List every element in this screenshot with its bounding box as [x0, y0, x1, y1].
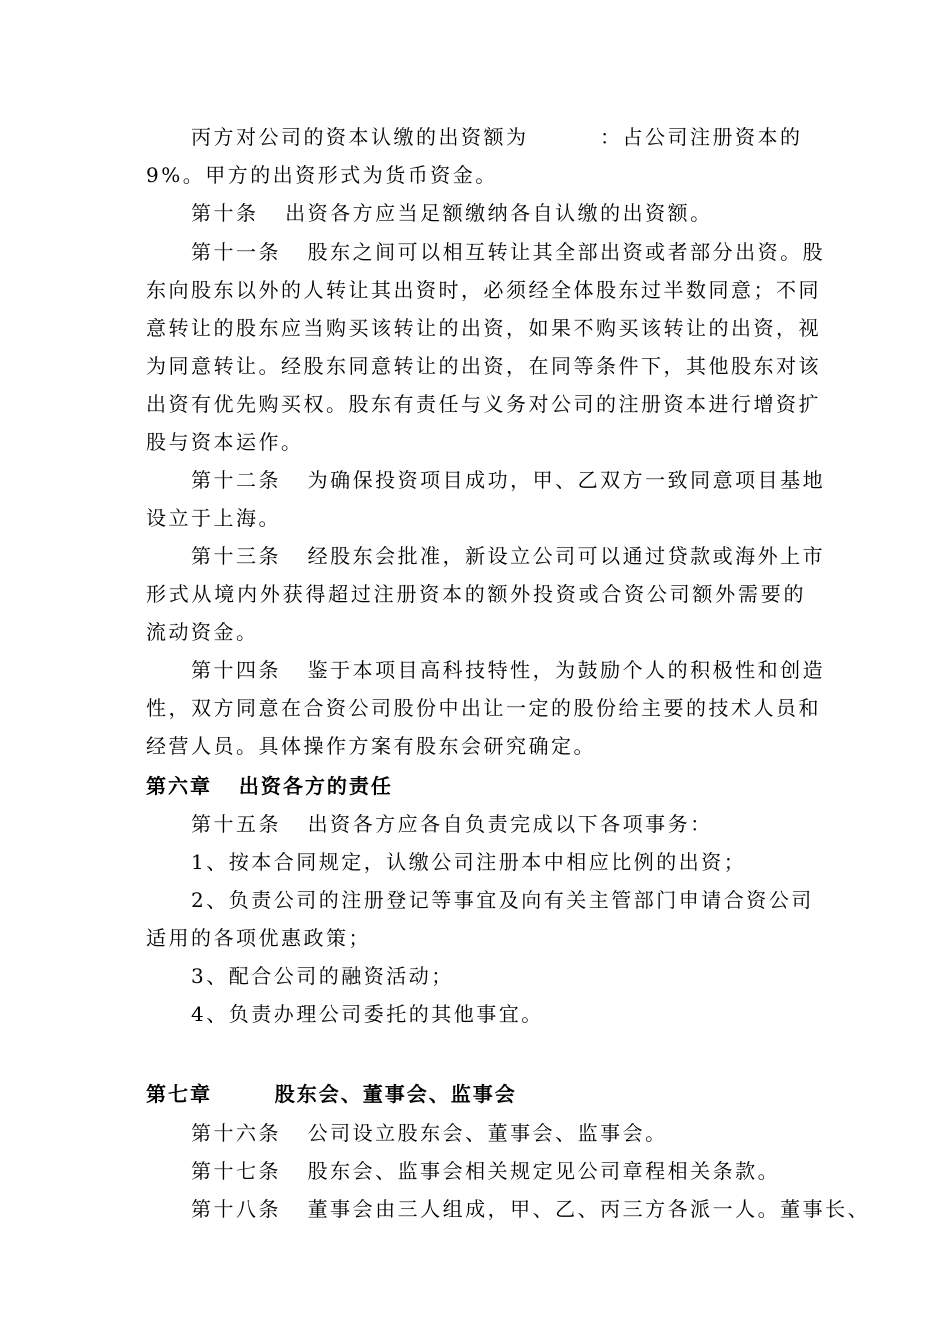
- article-17: 第十七条 股东会、监事会相关规定见公司章程相关条款。: [191, 1159, 781, 1183]
- article-11-line-3: 意转让的股东应当购买该转让的出资，如果不购买该转让的出资，视: [146, 316, 821, 340]
- article-14-line-2: 性，双方同意在合资公司股份中出让一定的股份给主要的技术人员和: [146, 696, 821, 720]
- article-9-line-1a: 丙方对公司的资本认缴的出资额为: [191, 125, 529, 149]
- article-11-line-4: 为同意转让。经股东同意转让的出资，在同等条件下，其他股东对该: [146, 354, 821, 378]
- article-11-line-6: 股与资本运作。: [146, 430, 304, 454]
- article-14-line-3: 经营人员。具体操作方案有股东会研究确定。: [146, 734, 596, 758]
- article-12-line-2: 设立于上海。: [146, 506, 281, 530]
- article-11-line-1: 第十一条 股东之间可以相互转让其全部出资或者部分出资。股: [191, 240, 826, 264]
- article-11-line-5: 出资有优先购买权。股东有责任与义务对公司的注册资本进行增资扩: [146, 392, 821, 416]
- list-item-3: 3、配合公司的融资活动；: [191, 964, 454, 988]
- article-13-line-3: 流动资金。: [146, 620, 259, 644]
- article-11-line-2: 东向股东以外的人转让其出资时，必须经全体股东过半数同意；不同: [146, 278, 821, 302]
- list-item-1: 1、按本合同规定，认缴公司注册本中相应比例的出资；: [191, 850, 747, 874]
- chapter-6-heading: 第六章 出资各方的责任: [146, 774, 393, 798]
- article-13-line-1: 第十三条 经股东会批准，新设立公司可以通过贷款或海外上市: [191, 544, 826, 568]
- article-15: 第十五条 出资各方应各自负责完成以下各项事务：: [191, 812, 713, 836]
- article-10: 第十条 出资各方应当足额缴纳各自认缴的出资额。: [191, 201, 713, 225]
- article-18-line-1: 第十八条 董事会由三人组成，甲、乙、丙三方各派一人。董事长、: [191, 1197, 871, 1221]
- chapter-7-heading: 第七章 股东会、董事会、监事会: [146, 1082, 517, 1106]
- article-13-line-2: 形式从境内外获得超过注册资本的额外投资或合资公司额外需要的: [146, 582, 806, 606]
- article-16: 第十六条 公司设立股东会、董事会、监事会。: [191, 1121, 668, 1145]
- article-9-line-1b: ：占公司注册资本的: [600, 125, 803, 149]
- article-14-line-1: 第十四条 鉴于本项目高科技特性，为鼓励个人的积极性和创造: [191, 658, 826, 682]
- article-9-line-2: 9%。甲方的出资形式为货币资金。: [146, 163, 498, 187]
- list-item-2-line-1: 2、负责公司的注册登记等事宜及向有关主管部门申请合资公司: [191, 888, 814, 912]
- list-item-2-line-2: 适用的各项优惠政策；: [146, 926, 371, 950]
- article-12-line-1: 第十二条 为确保投资项目成功，甲、乙双方一致同意项目基地: [191, 468, 826, 492]
- list-item-4: 4、负责办理公司委托的其他事宜。: [191, 1002, 544, 1026]
